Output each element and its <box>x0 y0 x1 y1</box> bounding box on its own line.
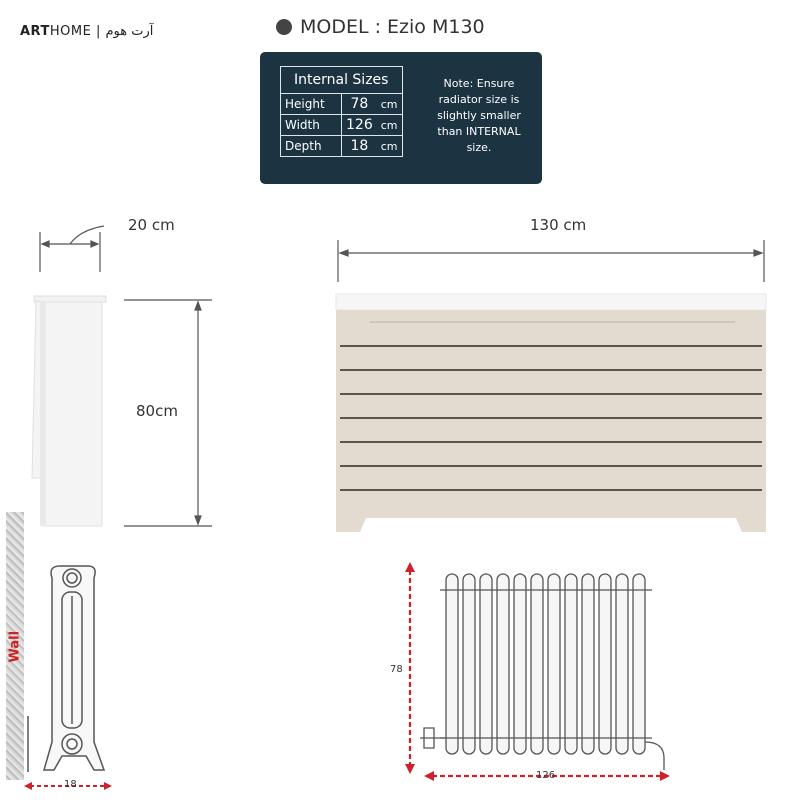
row-unit: cm <box>377 94 402 115</box>
model-title-text: MODEL : Ezio M130 <box>300 16 485 38</box>
row-unit: cm <box>377 115 402 136</box>
cover-side-view <box>32 296 106 526</box>
row-value: 18 <box>342 136 377 157</box>
radiator-front-view <box>420 574 664 770</box>
brand-rest: HOME <box>49 24 92 39</box>
wall-label: Wall <box>7 630 23 663</box>
side-height-label: 80cm <box>136 402 178 420</box>
front-width-label: 130 cm <box>530 216 587 234</box>
radiator-width-label: 126 <box>536 770 556 781</box>
row-unit: cm <box>377 136 402 157</box>
side-depth-dimension <box>40 226 104 272</box>
brand-separator: | <box>95 24 101 39</box>
internal-sizes-header: Internal Sizes <box>281 67 403 94</box>
brand-bold: ART <box>20 24 50 39</box>
row-label: Height <box>281 94 342 115</box>
row-value: 126 <box>342 115 377 136</box>
front-width-dimension <box>338 240 764 282</box>
radiator-height-label: 78 <box>390 664 403 675</box>
side-depth-label: 20 cm <box>128 216 175 234</box>
radiator-side-view <box>28 566 104 772</box>
radiator-depth-label: 18 <box>64 779 77 790</box>
brand-farsi: آرت هوم <box>105 24 154 39</box>
cover-front-view <box>336 294 766 532</box>
size-note: Note: Ensure radiator size is slightly smaller than INTERNAL size. <box>437 77 521 154</box>
row-value: 78 <box>342 94 377 115</box>
row-label: Width <box>281 115 342 136</box>
row-label: Depth <box>281 136 342 157</box>
